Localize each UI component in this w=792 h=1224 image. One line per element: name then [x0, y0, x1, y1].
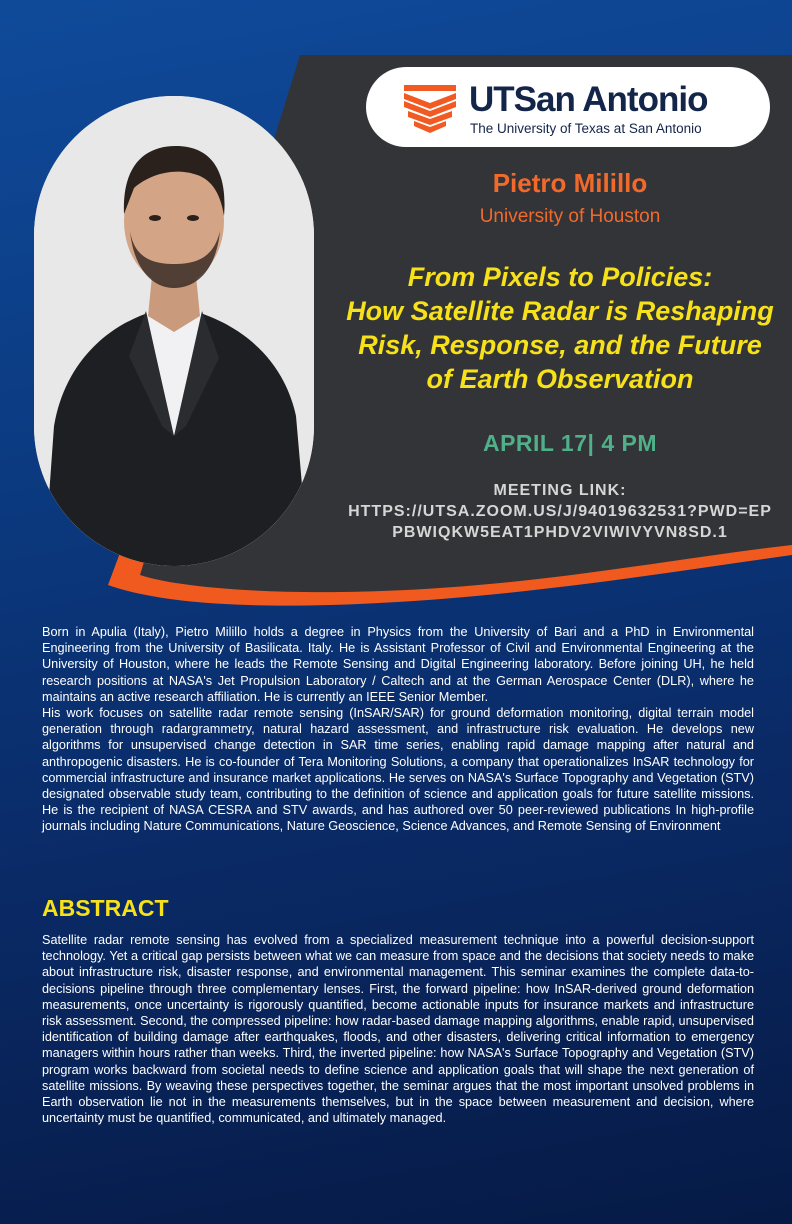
- talk-title: [340, 260, 780, 396]
- speaker-portrait-icon: [34, 96, 314, 566]
- meeting-link-url-line[interactable]: HTTPS://UTSA.ZOOM.US/J/94019632531?PWD=EP: [348, 503, 772, 520]
- talk-title-line: of Earth Observation: [426, 364, 694, 394]
- meeting-link-block[interactable]: [330, 480, 790, 543]
- talk-title-line: From Pixels to Policies:: [407, 262, 713, 292]
- speaker-affiliation: University of Houston: [479, 206, 661, 227]
- bio-paragraph: His work focuses on satellite radar remote sensing (InSAR/SAR) for ground deformation monitoring, digital terrain model generation through radargrammetry, natural hazard assessment, and infrastructure risk evaluation. He develops new algorithms for unsupervised change detection in SAR time series, enabling rapid damage mapping after natural and anthropogenic disasters. He is co-founder of Tera Monitoring Solutions, a company that operationalizes InSAR technology for commercial infrastructure and insurance market applications. He serves on NASA's Surface Topography and Vegetation (STV) designated observable study team, contributing to the definition of science and application goals for future satellite missions. He is the recipient of NASA CESRA and STV awards, and has authored over 50 peer-reviewed publications In high-profile journals including Nature Communications, Nature Geoscience, Science Advances, and Remote Sensing of Environment: [42, 706, 754, 834]
- bio-paragraph: Born in Apulia (Italy), Pietro Milillo holds a degree in Physics from the University of Bari and a PhD in Environmental Engineering from the University of Basilicata. Italy. He is Assistant Professor of Civil and Environmental Engineering at the University of Houston, where he leads the Remote Sensing and Digital Engineering laboratory. Before joining UH, he held research positions at NASA's Jet Propulsion Laboratory / Caltech and at the German Aerospace Center (DLR), where he maintains an active research affiliation. He is currently an IEEE Senior Member.: [42, 625, 754, 704]
- abstract-heading: ABSTRACT: [42, 895, 169, 921]
- utsa-rowel-logo-icon: [402, 81, 458, 137]
- meeting-link-url-line[interactable]: PBWIQKW5EAT1PHDV2VIWIVYVN8SD.1: [392, 524, 728, 541]
- utsa-logo-badge: [366, 67, 770, 147]
- date-time: APRIL 17| 4 PM: [482, 430, 658, 456]
- talk-title-line: How Satellite Radar is Reshaping: [346, 296, 774, 326]
- meeting-link-label: MEETING LINK:: [493, 482, 627, 499]
- logo-wordmark: UTSan Antonio: [469, 80, 708, 119]
- talk-title-line: Risk, Response, and the Future: [358, 330, 762, 360]
- speaker-photo: [34, 96, 314, 566]
- speaker-bio: [42, 624, 754, 835]
- abstract-text: Satellite radar remote sensing has evolved from a specialized measurement technique into a powerful decision-support technology. Yet a critical gap persists between what we can measure from space and the decisions that society needs to make about infrastructure risk, disaster response, and environmental management. This seminar examines the complete data-to-decisions pipeline through three complementary lenses. First, the forward pipeline: how InSAR-derived ground deformation measurements, once uncertainty is rigorously quantified, become actionable inputs for insurance markets and infrastructure risk assessment. Second, the compressed pipeline: how radar-based damage mapping algorithms, enable rapid, unsupervised identification of building damage after earthquakes, floods, and other disasters, delivering critical information to emergency managers within hours rather than weeks. Third, the inverted pipeline: how NASA's Surface Topography and Vegetation (STV) program works backward from societal needs to define science and application goals that will shape the next generation of satellite missions. By weaving these perspectives together, the seminar argues that the most important unsolved problems in Earth observation lie not in the measurements themselves, but in the space between measurement and decision, where uncertainty must be quantified, communicated, and ultimately managed.: [42, 933, 754, 1126]
- speaker-name: Pietro Milillo: [492, 168, 648, 198]
- logo-subtitle: The University of Texas at San Antonio: [470, 121, 702, 136]
